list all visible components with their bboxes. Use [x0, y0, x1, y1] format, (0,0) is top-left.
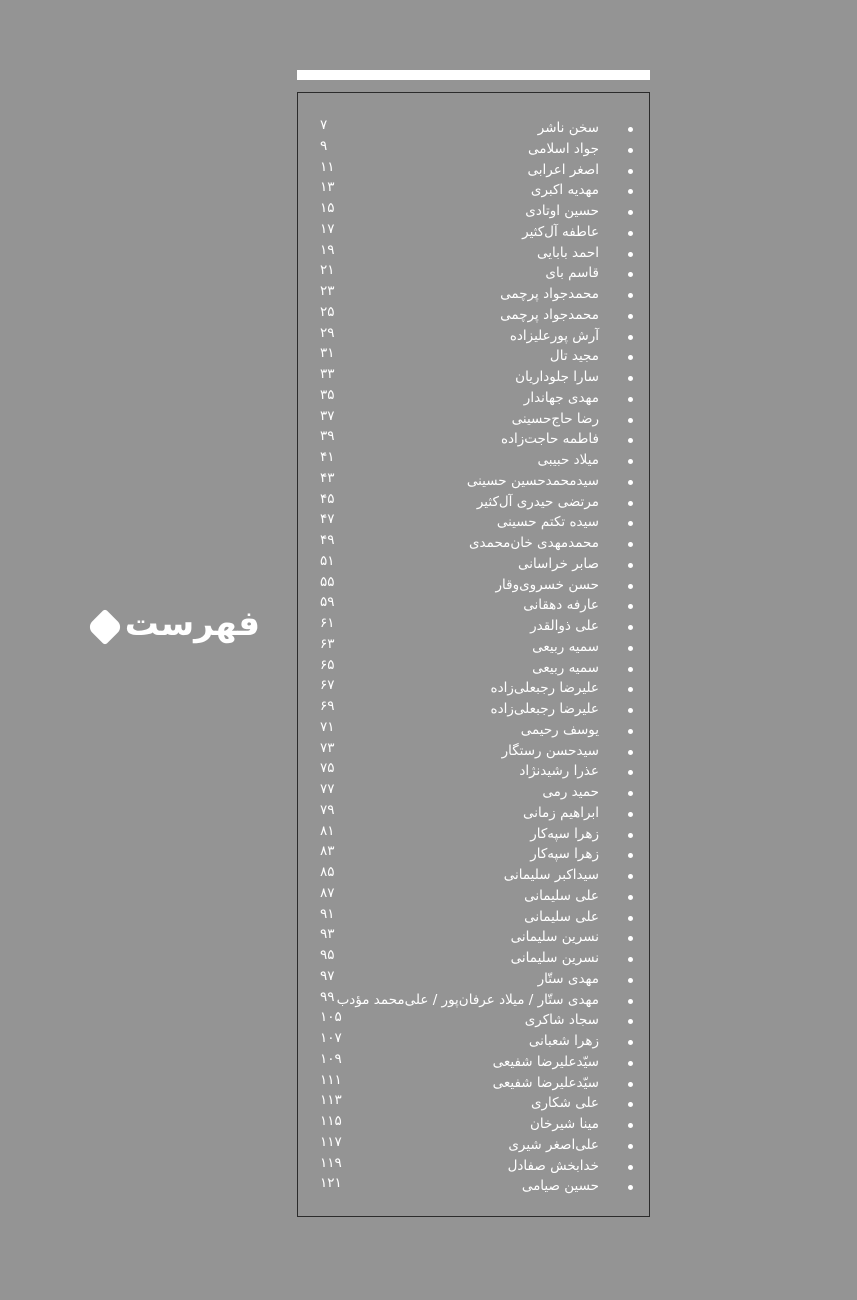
toc-entry-page: ۳۷ [320, 407, 335, 424]
toc-entry[interactable] [298, 801, 649, 825]
toc-entry[interactable] [298, 845, 649, 866]
toc-entry-page: ۱۱ [320, 158, 335, 175]
toc-entry-title: آرش پورعلیزاده [509, 327, 599, 344]
toc-entry-page: ۱۱۳ [320, 1092, 342, 1109]
toc-entry-page: ۶۵ [320, 656, 335, 673]
toc-entry-page: ۱۳ [320, 179, 335, 196]
toc-entry[interactable] [298, 988, 649, 1012]
bullet-icon [628, 833, 633, 838]
bullet-icon [628, 895, 633, 900]
toc-entry[interactable] [298, 513, 649, 534]
bullet-icon [628, 355, 633, 360]
toc-entry-title: سجاد شاکری [524, 1012, 599, 1029]
bullet-icon [628, 210, 633, 215]
toc-entry-title: سمیه ربیعی [532, 638, 599, 655]
toc-entry-page: ۷۵ [320, 760, 335, 777]
bullet-icon [628, 459, 633, 464]
bullet-icon [628, 584, 633, 589]
bullet-icon [628, 1123, 633, 1128]
toc-entry-title: نسرین سلیمانی [510, 950, 599, 966]
toc-entry-page: ۲۱ [320, 262, 335, 279]
toc-entry-page: ۴۹ [320, 532, 335, 548]
bullet-icon [628, 853, 633, 858]
toc-entry-page: ۹ [320, 137, 328, 154]
bullet-icon [628, 542, 633, 547]
toc-entry[interactable] [298, 967, 649, 991]
bullet-icon [628, 397, 633, 402]
toc-entry[interactable] [298, 490, 649, 514]
toc-entry-page: ۸۳ [320, 843, 335, 860]
toc-entry-page: ۱۱۷ [320, 1133, 342, 1150]
toc-entry-page: ۸۱ [320, 822, 335, 839]
toc-entry-title: حسن خسروی‌وقار [495, 576, 599, 593]
bullet-icon [628, 1019, 633, 1024]
toc-entry-title: محمدجواد پرچمی [500, 286, 599, 302]
toc-entry[interactable] [298, 1177, 649, 1198]
bullet-icon [628, 127, 633, 132]
toc-entry-title: صابر خراسانی [517, 555, 599, 572]
toc-entry-title: رضا حاج‌حسینی [511, 410, 599, 427]
toc-entry-title: فاطمه حاجت‌زاده [500, 431, 599, 448]
toc-entry-title: سارا جلوداریان [515, 369, 599, 385]
toc-entry-title: ابراهیم زمانی [522, 804, 599, 821]
toc-entry-page: ۹۹ [320, 988, 335, 1005]
top-rule [297, 70, 650, 80]
toc-entry-page: ۸۷ [320, 884, 335, 901]
toc-entry[interactable] [298, 783, 649, 804]
toc-entry-page: ۱۱۹ [320, 1154, 342, 1171]
toc-entry-page: ۳۵ [320, 386, 335, 403]
toc-entry-page: ۱۰۵ [320, 1009, 342, 1026]
toc-entry-page: ۱۱۵ [320, 1113, 342, 1129]
bullet-icon [628, 335, 633, 340]
toc-entry[interactable] [298, 158, 649, 182]
toc-entry-title: سیدحسن رستگار [501, 742, 599, 759]
toc-entry-page: ۹۵ [320, 947, 335, 963]
bullet-icon [628, 314, 633, 319]
toc-entry[interactable] [298, 762, 649, 783]
toc-entry-title: جواد اسلامی [528, 140, 599, 157]
bullet-icon [628, 521, 633, 526]
toc-entry-title: سمیه ربیعی [532, 659, 599, 676]
bullet-icon [628, 687, 633, 692]
page-title: فهرست [124, 604, 260, 644]
toc-entry[interactable] [298, 386, 649, 410]
toc-entry-title: علیرضا رجبعلی‌زاده [490, 701, 599, 717]
toc-entry-title: سیّدعلیرضا شفیعی [492, 1074, 599, 1091]
bullet-icon [628, 1061, 633, 1066]
contents-heading [92, 600, 262, 660]
bullet-icon [628, 169, 633, 174]
bullet-icon [628, 148, 633, 153]
toc-entry-page: ۱۹ [320, 241, 335, 258]
toc-entry-page: ۵۵ [320, 573, 335, 590]
toc-entry-title: حسین اوتادی [525, 203, 599, 219]
toc-entry[interactable] [298, 285, 649, 306]
bullet-icon [628, 812, 633, 817]
toc-entry-title: علی‌اصغر شیری [508, 1136, 599, 1153]
bullet-icon [628, 957, 633, 962]
bullet-icon [628, 1185, 633, 1190]
toc-entry-title: میلاد حبیبی [537, 452, 599, 468]
bullet-icon [628, 501, 633, 506]
toc-entry[interactable] [298, 1133, 649, 1157]
toc-entry-title: عذرا رشیدنژاد [519, 763, 599, 780]
bullet-icon [628, 1040, 633, 1045]
bullet-icon [628, 604, 633, 609]
toc-entry-page: ۶۳ [320, 635, 335, 652]
toc-entry[interactable] [298, 928, 649, 949]
toc-entry-title: سیده تکتم حسینی [496, 514, 599, 531]
toc-entry-title: یوسف رحیمی [520, 721, 599, 738]
toc-entry[interactable] [298, 905, 649, 929]
bullet-icon [628, 999, 633, 1004]
toc-entry[interactable] [298, 1094, 649, 1115]
bullet-icon [628, 1082, 633, 1087]
toc-entry[interactable] [298, 241, 649, 265]
bullet-icon [628, 272, 633, 277]
toc-entry-title: سیدمحمدحسین حسینی [466, 472, 599, 489]
toc-entry-title: نسرین سلیمانی [510, 929, 599, 946]
toc-entry[interactable] [298, 202, 649, 223]
toc-entry[interactable] [298, 866, 649, 887]
toc-entry[interactable] [298, 1011, 649, 1032]
toc-entry-page: ۳۱ [320, 345, 335, 362]
toc-entry-title: زهرا سپه‌کار [530, 825, 599, 842]
bullet-icon [628, 750, 633, 755]
toc-entry-page: ۳۹ [320, 428, 335, 445]
toc-entry-title: علی ذوالقدر [530, 618, 599, 634]
toc-entry[interactable] [298, 119, 649, 140]
toc-entry[interactable] [298, 303, 649, 327]
toc-entry-page: ۱۷ [320, 220, 335, 237]
bullet-icon [628, 729, 633, 734]
toc-entry-title: علی شکاری [530, 1095, 599, 1112]
toc-entry-title: مهدی ستّار / میلاد عرفان‌پور / علی‌محمد مؤدب [336, 991, 599, 1008]
toc-entry[interactable] [298, 949, 649, 970]
toc-entry-title: مهدی جهاندار [523, 389, 599, 406]
bullet-icon [628, 978, 633, 983]
toc-entry[interactable] [298, 137, 649, 161]
toc-entry-title: سیداکبر سلیمانی [503, 867, 599, 883]
toc-entry[interactable] [298, 368, 649, 389]
toc-entry-title: حمید رمی [542, 784, 599, 800]
bullet-icon [628, 770, 633, 775]
toc-entry-title: مهدیه اکبری [530, 182, 599, 199]
toc-entry-title: محمدمهدی خان‌محمدی [468, 535, 599, 551]
toc-entry-title: سخن ناشر [537, 120, 599, 136]
toc-entry-page: ۱۲۱ [320, 1175, 342, 1192]
bullet-icon [628, 1102, 633, 1107]
toc-entry-page: ۲۵ [320, 303, 335, 320]
toc-entry-title: خدابخش صفادل [507, 1157, 599, 1174]
toc-entry[interactable] [298, 264, 649, 285]
toc-entry-title: مهدی ستّار [537, 970, 599, 987]
bullet-icon [628, 1144, 633, 1149]
toc-entry-title: عارفه دهقانی [523, 597, 599, 614]
diamond-icon [87, 609, 124, 646]
bullet-icon [628, 376, 633, 381]
toc-entry-title: اصغر اعرابی [527, 161, 599, 178]
bullet-icon [628, 480, 633, 485]
bullet-icon [628, 667, 633, 672]
toc-entry-page: ۴۷ [320, 511, 335, 528]
bullet-icon [628, 189, 633, 194]
toc-entry[interactable] [298, 617, 649, 638]
toc-entry[interactable] [298, 451, 649, 472]
bullet-icon [628, 231, 633, 236]
toc-entry-title: حسین صیامی [521, 1178, 599, 1195]
toc-entry-title: علیرضا رجبعلی‌زاده [490, 680, 599, 697]
toc-entry-page: ۷۹ [320, 801, 335, 818]
toc-entry-page: ۹۳ [320, 926, 335, 943]
toc-entry-page: ۹۱ [320, 905, 335, 922]
toc-entry[interactable] [298, 430, 649, 451]
toc-entry[interactable] [298, 700, 649, 721]
bullet-icon [628, 563, 633, 568]
toc-entry-title: مجید تال [549, 348, 599, 365]
toc-entry[interactable] [298, 324, 649, 348]
toc-entry[interactable] [298, 181, 649, 202]
bullet-icon [628, 418, 633, 423]
toc-entry-page: ۵۹ [320, 594, 335, 611]
toc-entry[interactable] [298, 1154, 649, 1178]
toc-entry-page: ۷۷ [320, 781, 335, 797]
toc-entry-page: ۳۳ [320, 366, 335, 382]
bullet-icon [628, 625, 633, 630]
toc-entry-page: ۹۷ [320, 967, 335, 984]
toc-entry-page: ۲۳ [320, 283, 335, 299]
table-of-contents-box [297, 92, 650, 1217]
toc-entry-title: علی سلیمانی [524, 908, 599, 925]
toc-entry-page: ۱۰۷ [320, 1030, 342, 1046]
toc-entry-title: سیّدعلیرضا شفیعی [492, 1053, 599, 1070]
toc-entry-page: ۶۹ [320, 698, 335, 714]
toc-entry[interactable] [298, 552, 649, 576]
toc-entry-page: ۱۱۱ [320, 1071, 342, 1088]
toc-entry[interactable] [298, 1032, 649, 1053]
toc-entry-title: احمد بابایی [536, 244, 599, 261]
toc-entry[interactable] [298, 739, 649, 763]
toc-entry-title: زهرا سپه‌کار [530, 846, 599, 863]
toc-entry[interactable] [298, 1115, 649, 1136]
bullet-icon [628, 293, 633, 298]
toc-entry-page: ۸۵ [320, 864, 335, 880]
toc-entry[interactable] [298, 1050, 649, 1074]
toc-entry-page: ۴۱ [320, 449, 335, 465]
toc-entry-page: ۴۵ [320, 490, 335, 507]
toc-entry[interactable] [298, 596, 649, 617]
toc-entry-page: ۷ [320, 117, 328, 133]
toc-entry-title: قاسم بای [545, 265, 599, 282]
toc-entry[interactable] [298, 534, 649, 555]
toc-entry[interactable] [298, 718, 649, 742]
toc-entry-page: ۶۷ [320, 677, 335, 694]
toc-entry[interactable] [298, 407, 649, 431]
toc-entry-title: مینا شیرخان [530, 1116, 599, 1132]
toc-entry-page: ۵۱ [320, 552, 335, 569]
toc-entry[interactable] [298, 679, 649, 700]
toc-entry[interactable] [298, 822, 649, 846]
toc-entry[interactable] [298, 1071, 649, 1095]
toc-entry[interactable] [298, 656, 649, 680]
toc-entry-title: مرتضی حیدری آل‌کثیر [476, 493, 599, 510]
toc-entry[interactable] [298, 884, 649, 908]
bullet-icon [628, 791, 633, 796]
toc-entry[interactable] [298, 469, 649, 493]
bullet-icon [628, 438, 633, 443]
toc-entry-title: زهرا شعبانی [528, 1033, 599, 1049]
bullet-icon [628, 916, 633, 921]
toc-entry-page: ۷۱ [320, 718, 335, 735]
toc-entry-page: ۱۰۹ [320, 1050, 342, 1067]
toc-list [298, 119, 649, 1198]
bullet-icon [628, 646, 633, 651]
toc-entry-page: ۶۱ [320, 615, 335, 631]
toc-entry-title: محمدجواد پرچمی [500, 306, 599, 323]
toc-entry-page: ۴۳ [320, 469, 335, 486]
bullet-icon [628, 708, 633, 713]
toc-entry-page: ۲۹ [320, 324, 335, 341]
toc-entry[interactable] [298, 347, 649, 368]
toc-entry-title: علی سلیمانی [524, 887, 599, 904]
toc-entry[interactable] [298, 573, 649, 597]
bullet-icon [628, 936, 633, 941]
bullet-icon [628, 874, 633, 879]
toc-entry[interactable] [298, 220, 649, 244]
toc-entry-title: عاطفه آل‌کثیر [522, 223, 599, 240]
toc-entry[interactable] [298, 635, 649, 659]
bullet-icon [628, 1165, 633, 1170]
toc-entry-page: ۱۵ [320, 200, 335, 216]
toc-entry-page: ۷۳ [320, 739, 335, 756]
bullet-icon [628, 252, 633, 257]
